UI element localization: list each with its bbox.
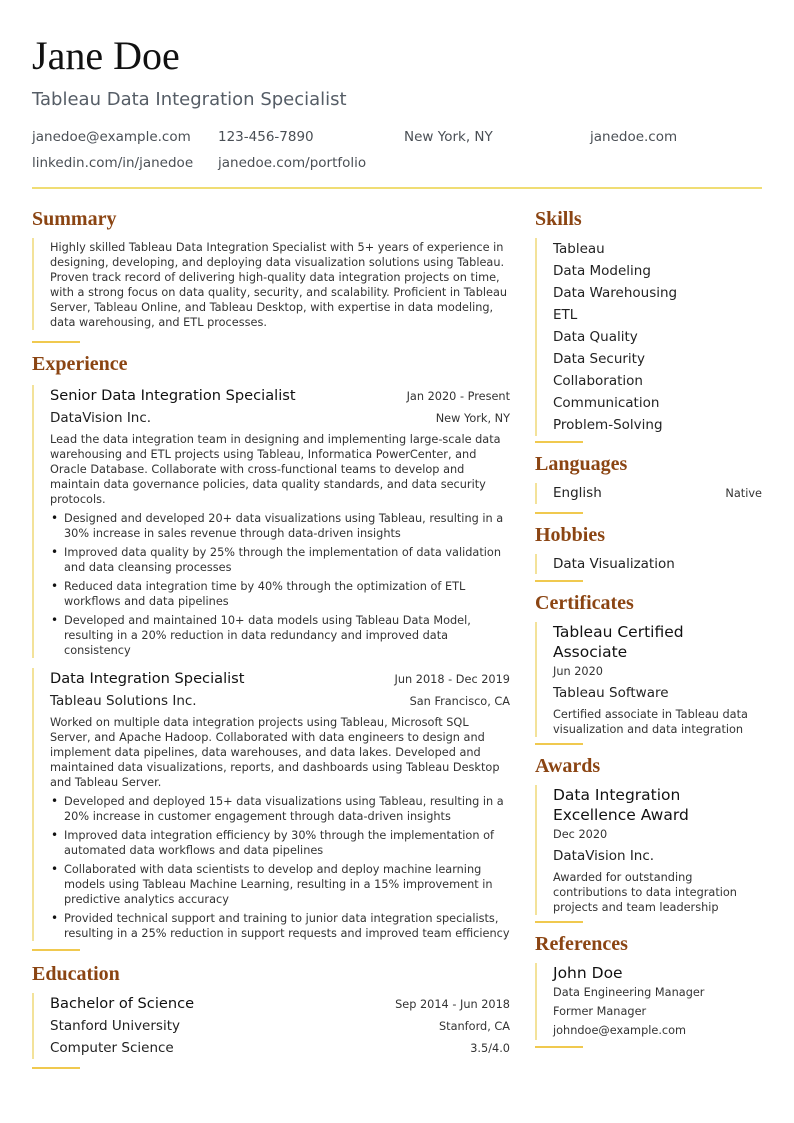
reference-email[interactable]: johndoe@example.com: [553, 1024, 687, 1037]
certificate-entry: [535, 622, 762, 737]
contact-portfolio[interactable]: janedoe.com/portfolio: [218, 155, 367, 171]
award-title: Data Integration Excellence Award: [553, 786, 689, 824]
languages-section: [535, 451, 762, 514]
education-entry: [32, 993, 510, 1059]
reference-name: John Doe: [553, 964, 623, 982]
contact-phone[interactable]: 123-456-7890: [218, 129, 314, 145]
job-role: Senior Data Integration Specialist: [50, 387, 296, 404]
job-role: Data Integration Specialist: [50, 670, 245, 687]
certificates-section: [535, 590, 762, 745]
main-column: [32, 206, 510, 1069]
contact-website[interactable]: janedoe.com: [590, 129, 678, 145]
candidate-name: Jane Doe: [32, 33, 180, 78]
job-dates: Jun 2018 - Dec 2019: [394, 673, 510, 686]
list-item: Data Security: [553, 351, 645, 367]
section-underline: [535, 580, 583, 582]
list-item: ETL: [553, 307, 578, 323]
section-heading: Languages: [535, 453, 628, 475]
list-item: Tableau: [553, 241, 605, 257]
summary-section: [32, 206, 510, 343]
list-item: • Developed and maintained 10+ data models using Tableau Data Model, resulting in a 20% reduction in data redundancy and improved data consistency: [50, 613, 510, 658]
awards-section: [535, 753, 762, 923]
list-item: • Improved data quality by 25% through the implementation of data validation and data cleansing processes: [50, 545, 510, 575]
list-item: • Reduced data integration time by 40% through the optimization of ETL workflows and data pipelines: [50, 579, 510, 609]
gpa: 3.5/4.0: [470, 1042, 510, 1055]
section-heading: Education: [32, 963, 120, 985]
hobbies-section: [535, 522, 762, 582]
skills-section: [535, 206, 762, 443]
list-item: • Provided technical support and training to junior data integration specialists, resulting in a 25% reduction in support requests and improved team efficiency: [50, 911, 510, 941]
section-heading: Certificates: [535, 592, 634, 614]
job-location: New York, NY: [435, 412, 510, 425]
reference-relation: Former Manager: [553, 1005, 647, 1018]
job-entry: [32, 385, 510, 658]
list-item: Data Visualization: [553, 556, 675, 572]
reference-entry: [535, 963, 762, 1040]
job-location: San Francisco, CA: [409, 695, 510, 708]
list-item: • Improved data integration efficiency by 30% through the implementation of automated data workflows and data pipelines: [50, 828, 510, 858]
section-heading: Hobbies: [535, 524, 606, 546]
list-item: Data Warehousing: [553, 285, 678, 301]
section-heading: Awards: [535, 755, 601, 777]
list-item: Communication: [553, 395, 660, 411]
list-item: • Collaborated with data scientists to develop and deploy machine learning models using Tableau Machine Learning, resulting in a 15% improvement in predictive analytics accuracy: [50, 862, 510, 907]
side-column: [535, 206, 762, 1048]
section-underline: [535, 512, 583, 514]
language-level: Native: [725, 487, 762, 500]
certificate-title: Tableau Certified Associate: [553, 623, 684, 661]
list-item: [553, 483, 762, 504]
job-company: Tableau Solutions Inc.: [50, 693, 197, 709]
education-section: [32, 961, 510, 1069]
certificate-description: Certified associate in Tableau data visualization and data integration: [553, 708, 748, 736]
languages-list: [535, 483, 762, 504]
section-underline: [535, 921, 583, 923]
award-description: Awarded for outstanding contributions to data integration projects and team leadership: [553, 871, 737, 914]
summary-block: [32, 238, 510, 330]
certificate-date: Jun 2020: [553, 665, 603, 678]
award-date: Dec 2020: [553, 828, 608, 841]
section-underline: [535, 743, 583, 745]
summary-text: Highly skilled Tableau Data Integration Specialist with 5+ years of experience in designing, developing, and deploying data visualization solutions using Tableau. Proven track record of delivering high-quality data integration projects on time, with a strong focus on data quality, security, and scalability. Proficient in Tableau Server, Tableau Online, and Tableau Desktop, with expertise in data modeling, data warehousing, and ETL processes.: [50, 241, 508, 329]
section-heading: Summary: [32, 208, 117, 230]
section-underline: [32, 949, 80, 951]
header-divider: [32, 187, 762, 189]
list-item: Data Quality: [553, 329, 638, 345]
award-entry: [535, 785, 762, 915]
award-issuer: DataVision Inc.: [553, 848, 655, 864]
degree: Bachelor of Science: [50, 995, 195, 1012]
job-title: Tableau Data Integration Specialist: [32, 89, 347, 110]
contact-email[interactable]: janedoe@example.com: [32, 129, 191, 145]
education-dates: Sep 2014 - Jun 2018: [395, 998, 510, 1011]
list-item: Data Modeling: [553, 263, 651, 279]
section-underline: [32, 341, 80, 343]
job-company: DataVision Inc.: [50, 410, 152, 426]
job-achievements: [50, 511, 510, 658]
hobbies-list: [535, 554, 762, 574]
resume-header: [32, 34, 762, 172]
skills-list: [535, 238, 762, 436]
references-section: [535, 931, 762, 1048]
certificate-issuer: Tableau Software: [553, 685, 669, 701]
school: Stanford University: [50, 1018, 180, 1034]
list-item: • Developed and deployed 15+ data visualizations using Tableau, resulting in a 20% increase in customer engagement through data-driven insights: [50, 794, 510, 824]
section-underline: [535, 441, 583, 443]
section-underline: [535, 1046, 583, 1048]
section-heading: Skills: [535, 208, 582, 230]
language-name: English: [553, 485, 602, 501]
school-location: Stanford, CA: [439, 1020, 510, 1033]
job-description: Worked on multiple data integration projects using Tableau, Microsoft SQL Server, and Apache Hadoop. Collaborated with data engineers to design and implement data pipelines, data warehouses, and data lakes. Developed and maintained data visualizations, reports, and dashboards using Tableau Desktop and Tableau Server.: [50, 716, 500, 789]
contact-linkedin[interactable]: linkedin.com/in/janedoe: [32, 155, 194, 171]
contact-info: [32, 128, 762, 172]
job-entry: [32, 668, 510, 941]
job-dates: Jan 2020 - Present: [406, 390, 510, 403]
list-item: Collaboration: [553, 373, 643, 389]
contact-location: New York, NY: [404, 129, 493, 145]
job-achievements: [50, 794, 510, 941]
section-underline: [32, 1067, 80, 1069]
reference-position: Data Engineering Manager: [553, 986, 705, 999]
field-of-study: Computer Science: [50, 1040, 174, 1056]
experience-section: [32, 351, 510, 951]
job-description: Lead the data integration team in designing and implementing large-scale data warehousing and ETL projects using Tableau, Informatica PowerCenter, and Oracle Database. Collaborate with cross-functional teams to develop and maintain data governance policies, data quality standards, and data security protocols.: [50, 433, 501, 506]
section-heading: References: [535, 933, 628, 955]
list-item: Problem-Solving: [553, 417, 663, 433]
section-heading: Experience: [32, 353, 128, 375]
list-item: • Designed and developed 20+ data visualizations using Tableau, resulting in a 30% increase in sales revenue through data-driven insights: [50, 511, 510, 541]
